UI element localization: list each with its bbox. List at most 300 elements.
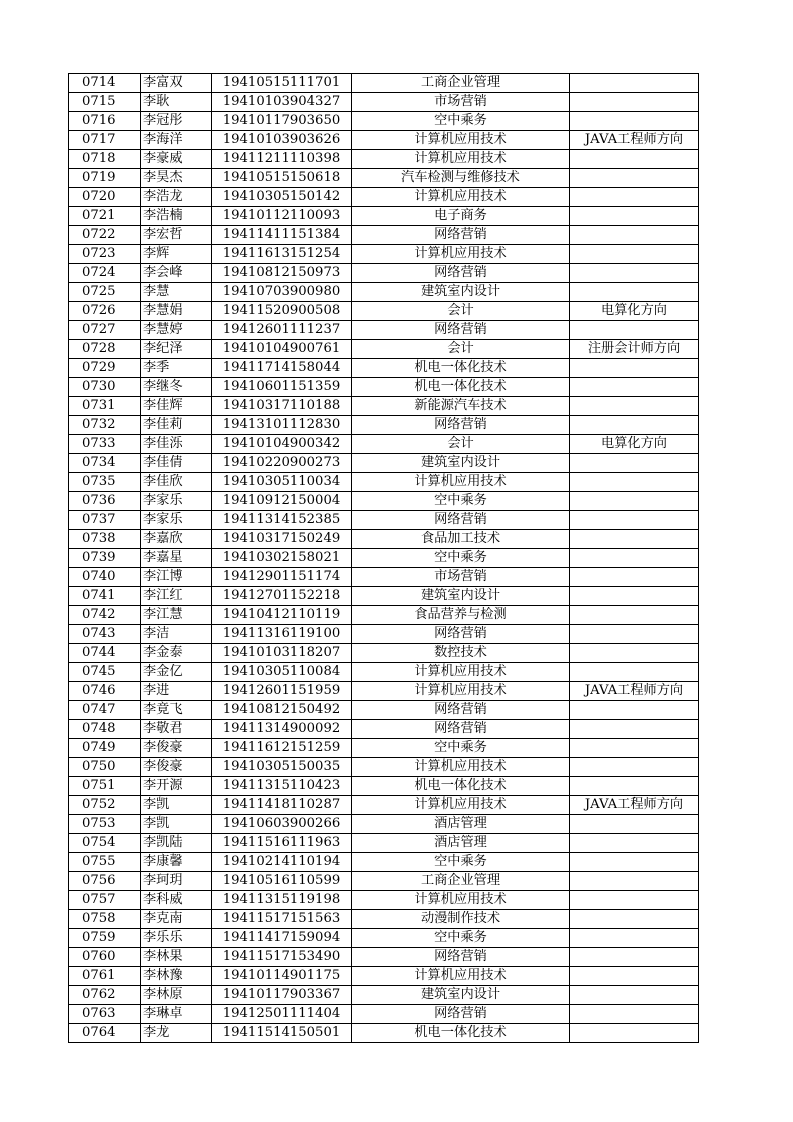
direction-cell (570, 853, 699, 872)
exam-number-cell: 19410117903650 (212, 112, 352, 131)
direction-cell (570, 264, 699, 283)
exam-number-cell: 19413101112830 (212, 416, 352, 435)
serial-number-cell: 0755 (69, 853, 141, 872)
major-cell: 食品加工技术 (352, 530, 570, 549)
direction-cell (570, 777, 699, 796)
student-name-cell: 李江红 (141, 587, 212, 606)
table-row (69, 473, 699, 492)
exam-number-cell: 19410114901175 (212, 967, 352, 986)
table-row (69, 834, 699, 853)
serial-number-cell: 0717 (69, 131, 141, 150)
exam-number-cell: 19411314900092 (212, 720, 352, 739)
direction-cell (570, 606, 699, 625)
student-name-cell: 李金泰 (141, 644, 212, 663)
direction-cell (570, 245, 699, 264)
serial-number-cell: 0758 (69, 910, 141, 929)
serial-number-cell: 0720 (69, 188, 141, 207)
direction-cell (570, 986, 699, 1005)
direction-cell (570, 834, 699, 853)
table-row (69, 948, 699, 967)
exam-number-cell: 19412901151174 (212, 568, 352, 587)
exam-number-cell: 19411612151259 (212, 739, 352, 758)
major-cell: 网络营销 (352, 226, 570, 245)
direction-cell (570, 226, 699, 245)
exam-number-cell: 19410305110084 (212, 663, 352, 682)
student-name-cell: 李富双 (141, 74, 212, 93)
direction-cell (570, 587, 699, 606)
table-row (69, 131, 699, 150)
serial-number-cell: 0733 (69, 435, 141, 454)
serial-number-cell: 0726 (69, 302, 141, 321)
direction-cell: 注册会计师方向 (570, 340, 699, 359)
exam-number-cell: 19410812150492 (212, 701, 352, 720)
exam-number-cell: 19410812150973 (212, 264, 352, 283)
exam-number-cell: 19410220900273 (212, 454, 352, 473)
student-name-cell: 李乐乐 (141, 929, 212, 948)
direction-cell (570, 150, 699, 169)
serial-number-cell: 0757 (69, 891, 141, 910)
major-cell: 汽车检测与维修技术 (352, 169, 570, 188)
direction-cell (570, 169, 699, 188)
student-name-cell: 李冠彤 (141, 112, 212, 131)
table-row (69, 359, 699, 378)
exam-number-cell: 19411417159094 (212, 929, 352, 948)
exam-number-cell: 19410103118207 (212, 644, 352, 663)
direction-cell (570, 416, 699, 435)
table-row (69, 663, 699, 682)
student-name-cell: 李佳辉 (141, 397, 212, 416)
exam-number-cell: 19410103904327 (212, 93, 352, 112)
student-name-cell: 李海洋 (141, 131, 212, 150)
direction-cell (570, 758, 699, 777)
student-name-cell: 李金亿 (141, 663, 212, 682)
exam-number-cell: 19411315110423 (212, 777, 352, 796)
student-name-cell: 李凯 (141, 815, 212, 834)
table-row (69, 910, 699, 929)
table-row (69, 777, 699, 796)
serial-number-cell: 0760 (69, 948, 141, 967)
direction-cell (570, 93, 699, 112)
major-cell: 计算机应用技术 (352, 682, 570, 701)
table-row (69, 93, 699, 112)
table-row (69, 207, 699, 226)
serial-number-cell: 0738 (69, 530, 141, 549)
major-cell: 网络营销 (352, 701, 570, 720)
direction-cell (570, 188, 699, 207)
direction-cell (570, 948, 699, 967)
major-cell: 动漫制作技术 (352, 910, 570, 929)
table-row (69, 701, 699, 720)
student-name-cell: 李纪泽 (141, 340, 212, 359)
exam-number-cell: 19411514150501 (212, 1024, 352, 1043)
student-name-cell: 李江博 (141, 568, 212, 587)
student-name-cell: 李浩龙 (141, 188, 212, 207)
serial-number-cell: 0750 (69, 758, 141, 777)
major-cell: 建筑室内设计 (352, 283, 570, 302)
table-row (69, 264, 699, 283)
serial-number-cell: 0759 (69, 929, 141, 948)
direction-cell (570, 473, 699, 492)
direction-cell (570, 891, 699, 910)
major-cell: 酒店管理 (352, 834, 570, 853)
direction-cell (570, 112, 699, 131)
major-cell: 计算机应用技术 (352, 796, 570, 815)
table-row (69, 606, 699, 625)
major-cell: 计算机应用技术 (352, 663, 570, 682)
exam-number-cell: 19410412110119 (212, 606, 352, 625)
direction-cell (570, 644, 699, 663)
table-row (69, 511, 699, 530)
major-cell: 空中乘务 (352, 112, 570, 131)
exam-number-cell: 19411517151563 (212, 910, 352, 929)
exam-number-cell: 19411315119198 (212, 891, 352, 910)
major-cell: 计算机应用技术 (352, 891, 570, 910)
student-name-cell: 李林原 (141, 986, 212, 1005)
student-name-cell: 李浩楠 (141, 207, 212, 226)
student-name-cell: 李科威 (141, 891, 212, 910)
serial-number-cell: 0764 (69, 1024, 141, 1043)
table-row (69, 625, 699, 644)
direction-cell (570, 1005, 699, 1024)
table-row (69, 568, 699, 587)
student-name-cell: 李竟飞 (141, 701, 212, 720)
table-row (69, 321, 699, 340)
direction-cell (570, 378, 699, 397)
table-row (69, 245, 699, 264)
student-name-cell: 李佳莉 (141, 416, 212, 435)
student-name-cell: 李慧婷 (141, 321, 212, 340)
table-row (69, 853, 699, 872)
exam-number-cell: 19411411151384 (212, 226, 352, 245)
exam-number-cell: 19410305110034 (212, 473, 352, 492)
exam-number-cell: 19412601111237 (212, 321, 352, 340)
serial-number-cell: 0732 (69, 416, 141, 435)
student-name-cell: 李俊豪 (141, 758, 212, 777)
table-row (69, 226, 699, 245)
serial-number-cell: 0730 (69, 378, 141, 397)
exam-number-cell: 19410515150618 (212, 169, 352, 188)
direction-cell (570, 872, 699, 891)
serial-number-cell: 0753 (69, 815, 141, 834)
table-row (69, 112, 699, 131)
direction-cell: JAVA工程师方向 (570, 796, 699, 815)
major-cell: 机电一体化技术 (352, 359, 570, 378)
direction-cell (570, 74, 699, 93)
exam-number-cell: 19410317150249 (212, 530, 352, 549)
exam-number-cell: 19412701152218 (212, 587, 352, 606)
serial-number-cell: 0722 (69, 226, 141, 245)
table-row (69, 530, 699, 549)
direction-cell (570, 454, 699, 473)
table-row (69, 758, 699, 777)
table-row (69, 188, 699, 207)
major-cell: 电子商务 (352, 207, 570, 226)
serial-number-cell: 0716 (69, 112, 141, 131)
table-row (69, 739, 699, 758)
student-name-cell: 李家乐 (141, 492, 212, 511)
student-name-cell: 李敬君 (141, 720, 212, 739)
table-row (69, 1024, 699, 1043)
student-name-cell: 李耿 (141, 93, 212, 112)
major-cell: 建筑室内设计 (352, 454, 570, 473)
exam-number-cell: 19410603900266 (212, 815, 352, 834)
exam-number-cell: 19411316119100 (212, 625, 352, 644)
student-name-cell: 李辉 (141, 245, 212, 264)
direction-cell (570, 720, 699, 739)
student-name-cell: 李凯陆 (141, 834, 212, 853)
exam-number-cell: 19411517153490 (212, 948, 352, 967)
student-name-cell: 李嘉欣 (141, 530, 212, 549)
serial-number-cell: 0725 (69, 283, 141, 302)
table-row (69, 986, 699, 1005)
major-cell: 网络营销 (352, 1005, 570, 1024)
student-name-cell: 李慧 (141, 283, 212, 302)
serial-number-cell: 0751 (69, 777, 141, 796)
major-cell: 网络营销 (352, 720, 570, 739)
student-table (68, 73, 699, 1043)
major-cell: 计算机应用技术 (352, 473, 570, 492)
major-cell: 计算机应用技术 (352, 967, 570, 986)
table-row (69, 1005, 699, 1024)
major-cell: 市场营销 (352, 568, 570, 587)
major-cell: 空中乘务 (352, 929, 570, 948)
direction-cell (570, 967, 699, 986)
major-cell: 会计 (352, 302, 570, 321)
exam-number-cell: 19411418110287 (212, 796, 352, 815)
direction-cell (570, 207, 699, 226)
exam-number-cell: 19411314152385 (212, 511, 352, 530)
serial-number-cell: 0718 (69, 150, 141, 169)
table-row (69, 378, 699, 397)
table-row (69, 644, 699, 663)
table-row (69, 416, 699, 435)
exam-number-cell: 19410912150004 (212, 492, 352, 511)
exam-number-cell: 19410214110194 (212, 853, 352, 872)
student-name-cell: 李佳欣 (141, 473, 212, 492)
table-row (69, 720, 699, 739)
exam-number-cell: 19411211110398 (212, 150, 352, 169)
student-name-cell: 李琳卓 (141, 1005, 212, 1024)
exam-number-cell: 19410112110093 (212, 207, 352, 226)
serial-number-cell: 0715 (69, 93, 141, 112)
direction-cell (570, 492, 699, 511)
student-name-cell: 李林豫 (141, 967, 212, 986)
serial-number-cell: 0761 (69, 967, 141, 986)
major-cell: 新能源汽车技术 (352, 397, 570, 416)
table-row (69, 74, 699, 93)
major-cell: 食品营养与检测 (352, 606, 570, 625)
student-name-cell: 李俊豪 (141, 739, 212, 758)
direction-cell (570, 359, 699, 378)
major-cell: 机电一体化技术 (352, 1024, 570, 1043)
direction-cell (570, 283, 699, 302)
exam-number-cell: 19410302158021 (212, 549, 352, 568)
major-cell: 建筑室内设计 (352, 587, 570, 606)
serial-number-cell: 0727 (69, 321, 141, 340)
student-name-cell: 李龙 (141, 1024, 212, 1043)
serial-number-cell: 0724 (69, 264, 141, 283)
direction-cell: 电算化方向 (570, 302, 699, 321)
table-row (69, 492, 699, 511)
exam-number-cell: 19410305150035 (212, 758, 352, 777)
table-row (69, 283, 699, 302)
serial-number-cell: 0729 (69, 359, 141, 378)
major-cell: 空中乘务 (352, 492, 570, 511)
serial-number-cell: 0735 (69, 473, 141, 492)
serial-number-cell: 0721 (69, 207, 141, 226)
major-cell: 网络营销 (352, 625, 570, 644)
direction-cell (570, 701, 699, 720)
serial-number-cell: 0742 (69, 606, 141, 625)
student-name-cell: 李洁 (141, 625, 212, 644)
major-cell: 市场营销 (352, 93, 570, 112)
table-row (69, 302, 699, 321)
major-cell: 计算机应用技术 (352, 188, 570, 207)
student-name-cell: 李克南 (141, 910, 212, 929)
exam-number-cell: 19410103903626 (212, 131, 352, 150)
student-name-cell: 李开源 (141, 777, 212, 796)
table-row (69, 454, 699, 473)
student-name-cell: 李康馨 (141, 853, 212, 872)
student-name-cell: 李江慧 (141, 606, 212, 625)
serial-number-cell: 0737 (69, 511, 141, 530)
serial-number-cell: 0714 (69, 74, 141, 93)
table-row (69, 872, 699, 891)
major-cell: 计算机应用技术 (352, 131, 570, 150)
major-cell: 计算机应用技术 (352, 245, 570, 264)
exam-number-cell: 19411714158044 (212, 359, 352, 378)
exam-number-cell: 19410117903367 (212, 986, 352, 1005)
student-name-cell: 李继冬 (141, 378, 212, 397)
exam-number-cell: 19410104900342 (212, 435, 352, 454)
table-row (69, 682, 699, 701)
major-cell: 机电一体化技术 (352, 378, 570, 397)
major-cell: 网络营销 (352, 416, 570, 435)
table-row (69, 340, 699, 359)
serial-number-cell: 0763 (69, 1005, 141, 1024)
student-name-cell: 李季 (141, 359, 212, 378)
student-name-cell: 李林果 (141, 948, 212, 967)
direction-cell (570, 625, 699, 644)
major-cell: 机电一体化技术 (352, 777, 570, 796)
serial-number-cell: 0754 (69, 834, 141, 853)
exam-number-cell: 19411613151254 (212, 245, 352, 264)
direction-cell (570, 530, 699, 549)
serial-number-cell: 0743 (69, 625, 141, 644)
student-name-cell: 李珂玥 (141, 872, 212, 891)
serial-number-cell: 0734 (69, 454, 141, 473)
table-row (69, 967, 699, 986)
student-name-cell: 李家乐 (141, 511, 212, 530)
major-cell: 建筑室内设计 (352, 986, 570, 1005)
exam-number-cell: 19410305150142 (212, 188, 352, 207)
exam-number-cell: 19410703900980 (212, 283, 352, 302)
table-row (69, 435, 699, 454)
exam-number-cell: 19410515111701 (212, 74, 352, 93)
direction-cell (570, 815, 699, 834)
serial-number-cell: 0744 (69, 644, 141, 663)
table-row (69, 169, 699, 188)
major-cell: 工商企业管理 (352, 74, 570, 93)
serial-number-cell: 0739 (69, 549, 141, 568)
direction-cell (570, 663, 699, 682)
exam-number-cell: 19411516111963 (212, 834, 352, 853)
direction-cell (570, 910, 699, 929)
student-name-cell: 李豪威 (141, 150, 212, 169)
direction-cell (570, 321, 699, 340)
serial-number-cell: 0745 (69, 663, 141, 682)
serial-number-cell: 0719 (69, 169, 141, 188)
direction-cell (570, 568, 699, 587)
major-cell: 网络营销 (352, 511, 570, 530)
exam-number-cell: 19412501111404 (212, 1005, 352, 1024)
serial-number-cell: 0731 (69, 397, 141, 416)
student-name-cell: 李佳倩 (141, 454, 212, 473)
table-row (69, 397, 699, 416)
table-row (69, 150, 699, 169)
major-cell: 计算机应用技术 (352, 150, 570, 169)
student-name-cell: 李慧娟 (141, 302, 212, 321)
table-row (69, 549, 699, 568)
major-cell: 空中乘务 (352, 739, 570, 758)
major-cell: 工商企业管理 (352, 872, 570, 891)
direction-cell: JAVA工程师方向 (570, 131, 699, 150)
direction-cell (570, 1024, 699, 1043)
direction-cell (570, 549, 699, 568)
serial-number-cell: 0752 (69, 796, 141, 815)
major-cell: 网络营销 (352, 321, 570, 340)
exam-number-cell: 19411520900508 (212, 302, 352, 321)
direction-cell (570, 397, 699, 416)
direction-cell (570, 739, 699, 758)
serial-number-cell: 0723 (69, 245, 141, 264)
major-cell: 网络营销 (352, 948, 570, 967)
direction-cell: JAVA工程师方向 (570, 682, 699, 701)
serial-number-cell: 0741 (69, 587, 141, 606)
serial-number-cell: 0728 (69, 340, 141, 359)
direction-cell (570, 511, 699, 530)
major-cell: 计算机应用技术 (352, 758, 570, 777)
student-name-cell: 李嘉星 (141, 549, 212, 568)
major-cell: 空中乘务 (352, 549, 570, 568)
major-cell: 网络营销 (352, 264, 570, 283)
student-name-cell: 李宏哲 (141, 226, 212, 245)
serial-number-cell: 0762 (69, 986, 141, 1005)
table-row (69, 891, 699, 910)
table-row (69, 587, 699, 606)
major-cell: 酒店管理 (352, 815, 570, 834)
table-body (69, 74, 699, 1043)
major-cell: 数控技术 (352, 644, 570, 663)
major-cell: 会计 (352, 435, 570, 454)
serial-number-cell: 0749 (69, 739, 141, 758)
student-name-cell: 李佳泺 (141, 435, 212, 454)
serial-number-cell: 0748 (69, 720, 141, 739)
serial-number-cell: 0736 (69, 492, 141, 511)
serial-number-cell: 0747 (69, 701, 141, 720)
exam-number-cell: 19410317110188 (212, 397, 352, 416)
major-cell: 会计 (352, 340, 570, 359)
exam-number-cell: 19412601151959 (212, 682, 352, 701)
direction-cell (570, 929, 699, 948)
direction-cell: 电算化方向 (570, 435, 699, 454)
student-name-cell: 李进 (141, 682, 212, 701)
serial-number-cell: 0756 (69, 872, 141, 891)
table-row (69, 796, 699, 815)
exam-number-cell: 19410516110599 (212, 872, 352, 891)
student-name-cell: 李凯 (141, 796, 212, 815)
student-name-cell: 李昊杰 (141, 169, 212, 188)
